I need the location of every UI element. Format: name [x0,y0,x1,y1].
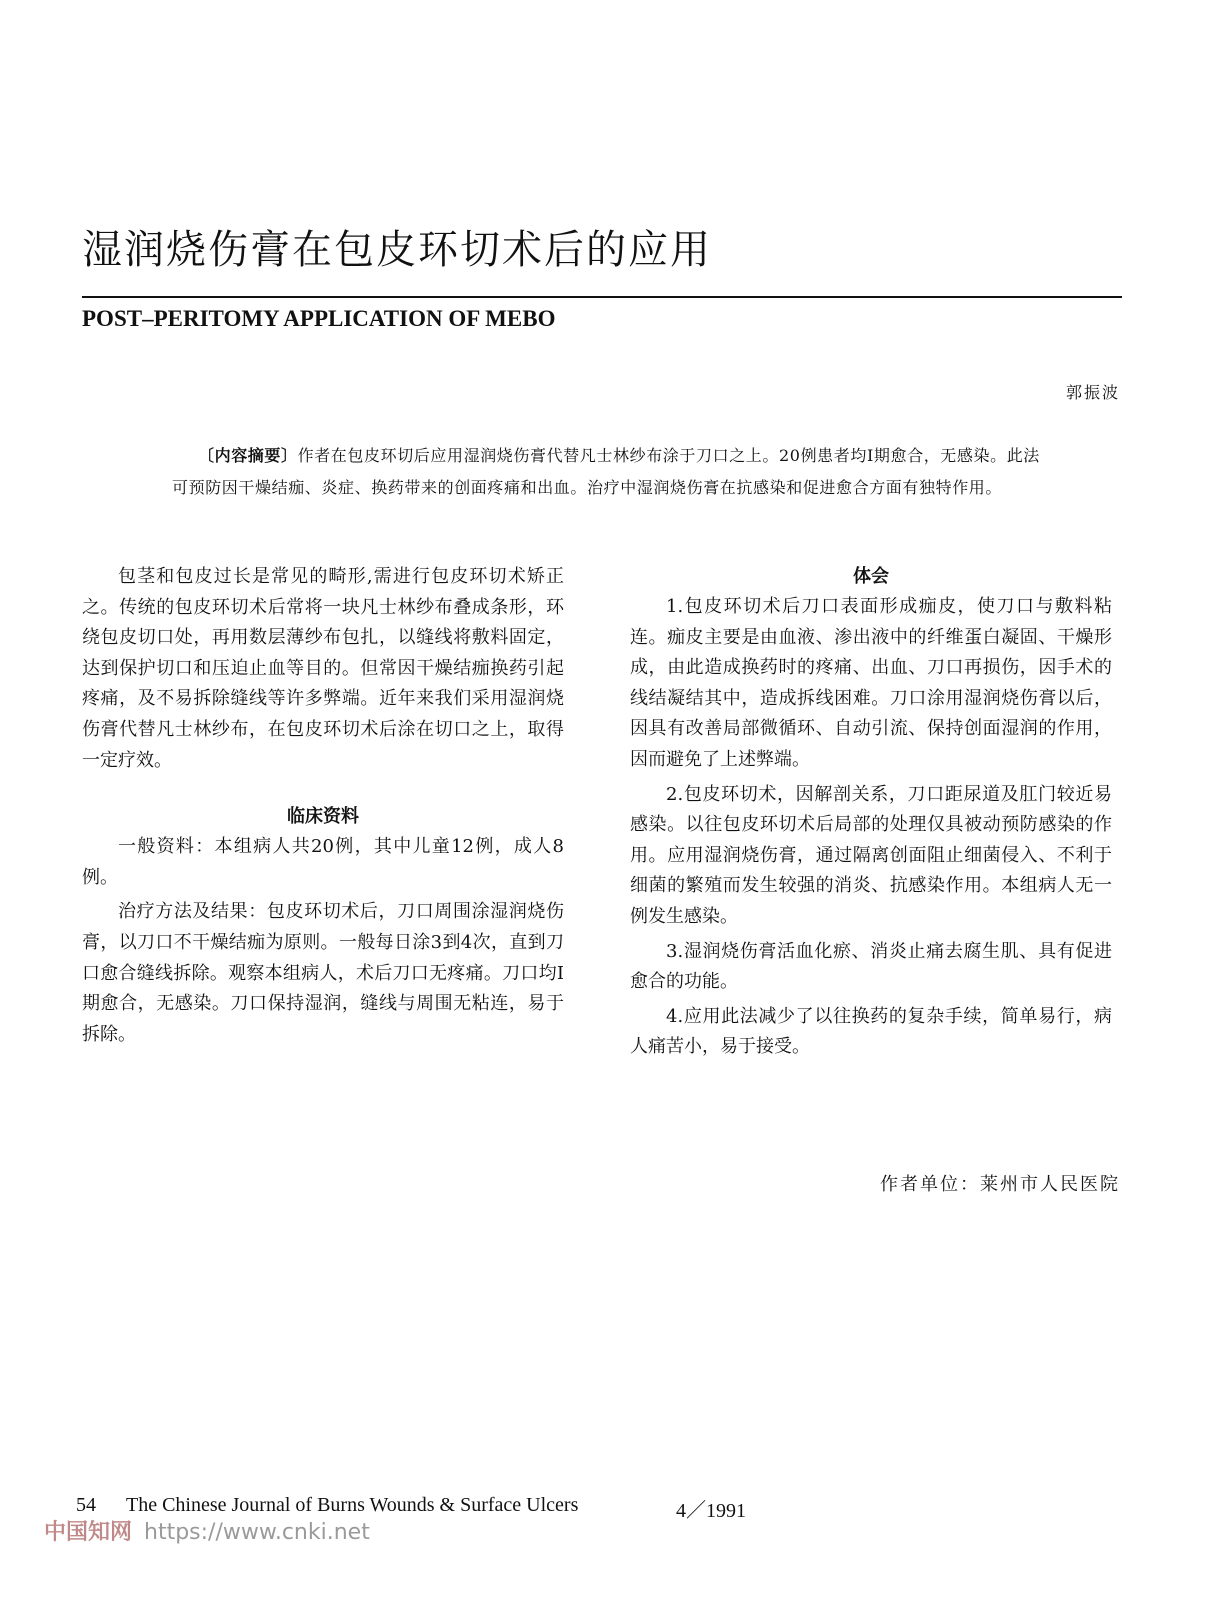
issue-number: 4／1991 [676,1500,746,1522]
article-title-english: POST–PERITOMY APPLICATION OF MEBO [82,306,556,331]
title-rule [82,296,1122,298]
journal-name: The Chinese Journal of Burns Wounds & Surface Ulcers [126,1494,579,1516]
abstract-text: 作者在包皮环切后应用湿润烧伤膏代替凡士林纱布涂于刀口之上。20例患者均Ⅰ期愈合，无感染。此法可预防因干燥结痂、炎症、换药带来的创面疼痛和出血。治疗中湿润烧伤膏在抗感染和促进愈合方面有独特作用。 [172,446,1040,497]
page-footer [76,1494,776,1522]
treatment-results-paragraph: 治疗方法及结果：包皮环切术后，刀口周围涂湿润烧伤膏，以刀口不干燥结痂为原则。一般每日涂3到4次，直到刀口愈合缝线拆除。观察本组病人，术后刀口无疼痛。刀口均Ⅰ期愈合，无感染。刀口保持湿润，缝线与周围无粘连，易于拆除。 [82,901,564,1045]
author-affiliation: 作者单位：莱州市人民医院 [880,1174,1120,1195]
page-number: 54 [76,1494,96,1516]
article-title-chinese: 湿润烧伤膏在包皮环切术后的应用 [82,227,712,273]
general-data-paragraph: 一般资料：本组病人共20例，其中儿童12例，成人8例。 [82,836,564,888]
author-name: 郭振波 [1065,383,1120,402]
abstract [172,440,1048,504]
abstract-label: 〔内容摘要〕 [198,446,298,465]
section-heading-experience: 体会 [853,566,889,587]
cnki-watermark [44,1515,370,1546]
watermark-cn: 中国知网 [44,1520,133,1545]
watermark-url: https://www.cnki.net [144,1520,370,1545]
experience-point-4: 4.应用此法减少了以往换药的复杂手续，简单易行，病人痛苦小，易于接受。 [630,1005,1112,1058]
left-column [82,562,564,1054]
experience-point-2: 2.包皮环切术，因解剖关系，刀口距尿道及肛门较近易感染。以往包皮环切术后局部的处理仅具被动预防感染的作用。应用湿润烧伤膏，通过隔离创面阻止细菌侵入、不利于细菌的繁殖而发生较强的消炎、抗感染作用。本组病人无一例发生感染。 [630,783,1112,927]
right-column [630,562,1112,1067]
section-heading-clinical-data: 临床资料 [287,806,359,828]
experience-point-1: 1.包皮环切术后刀口表面形成痂皮，使刀口与敷料粘连。痂皮主要是由血液、渗出液中的纤维蛋白凝固、干燥形成，由此造成换药时的疼痛、出血、刀口再损伤，因手术的线结凝结其中，造成拆线困难。刀口涂用湿润烧伤膏以后，因具有改善局部微循环、自动引流、保持创面湿润的作用，因而避免了上述弊端。 [630,596,1112,770]
intro-paragraph: 包茎和包皮过长是常见的畸形,需进行包皮环切术矫正之。传统的包皮环切术后常将一块凡士林纱布叠成条形，环绕包皮切口处，再用数层薄纱布包扎，以缝线将敷料固定，达到保护切口和压迫止血等目的。但常因干燥结痂换药引起疼痛，及不易拆除缝线等许多弊端。近年来我们采用湿润烧伤膏代替凡士林纱布，在包皮环切术后涂在切口之上，取得一定疗效。 [82,566,564,771]
experience-point-3: 3.湿润烧伤膏活血化瘀、消炎止痛去腐生肌、具有促进愈合的功能。 [630,940,1112,993]
